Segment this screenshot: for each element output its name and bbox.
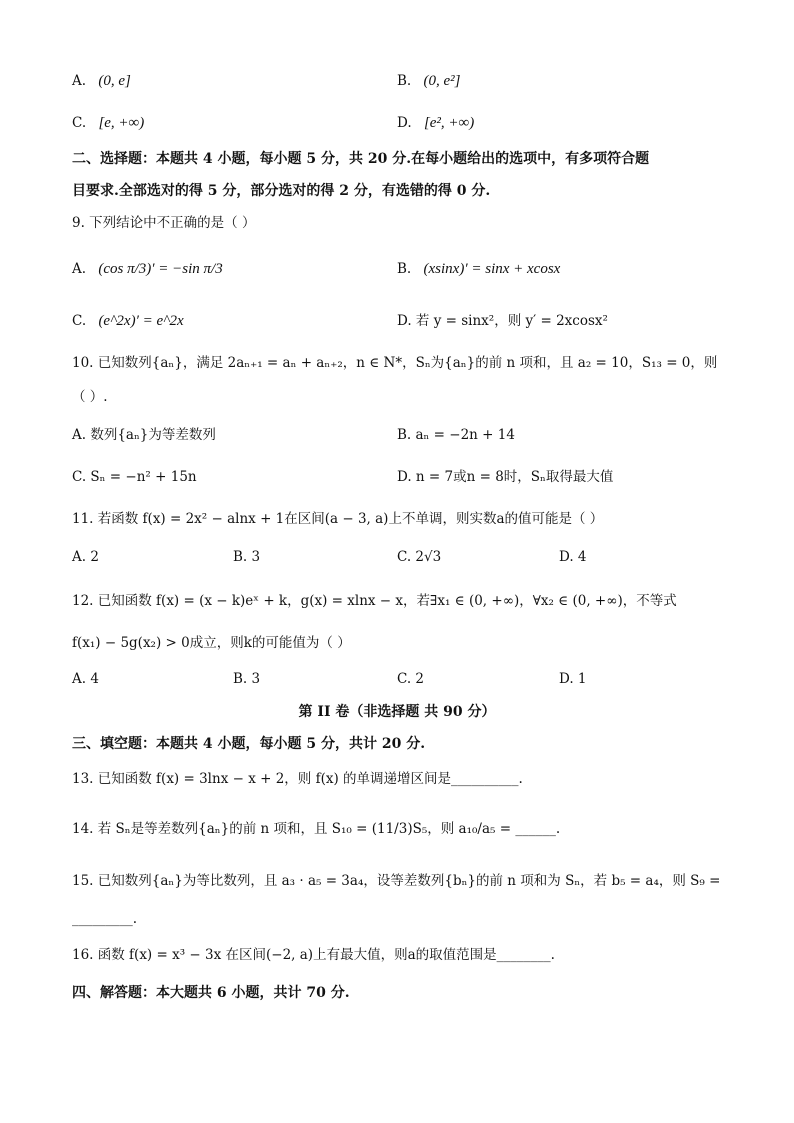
q12-stem: 12. 已知函数 f(x) = (x − k)eˣ + k，g(x) = xlnx − x，若∃x₁ ∈ (0, +∞)，∀x₂ ∈ (0, +∞)，不等式 [72, 593, 677, 609]
q8-option-a [72, 72, 131, 90]
option-letter: B. [397, 73, 412, 89]
q10-stem-2: （ ）. [72, 389, 108, 405]
part2-title: 第 II 卷（非选择题 共 90 分） [298, 704, 496, 720]
q10-option-b: B. aₙ = −2n + 14 [397, 427, 515, 443]
option-math: [e², +∞) [423, 115, 475, 131]
q12-stem-2: f(x₁) − 5g(x₂) > 0成立，则k的可能值为（ ） [72, 635, 351, 651]
q12-option-d: D. 1 [559, 671, 587, 687]
q9-option-d: D. 若 y = sinx²，则 y′ = 2xcosx² [397, 313, 608, 329]
q8-option-d [397, 114, 474, 132]
q8-option-c [72, 114, 144, 132]
q12-option-b: B. 3 [233, 671, 261, 687]
option-math: [e, +∞) [98, 115, 145, 131]
option-math: (cos π/3)′ = −sin π/3 [98, 261, 223, 277]
q8-option-b [397, 72, 461, 90]
q10-stem: 10. 已知数列{aₙ}，满足 2aₙ₊₁ = aₙ + aₙ₊₂，n ∈ N*，Sₙ为{aₙ}的前 n 项和，且 a₂ = 10，S₁₃ = 0，则 [72, 355, 718, 371]
q15-text-2: _________. [72, 911, 138, 927]
q11-stem: 11. 若函数 f(x) = 2x² − alnx + 1在区间(a − 3, a)上不单调，则实数a的值可能是（ ） [72, 511, 604, 527]
option-letter: A. [72, 73, 87, 89]
q9-option-a [72, 260, 223, 278]
option-letter: C. [72, 115, 87, 131]
q11-option-b: B. 3 [233, 549, 261, 565]
section2-line2: 目要求.全部选对的得 5 分，部分选对的得 2 分，有选错的得 0 分. [72, 183, 491, 199]
q11-option-d: D. 4 [559, 549, 587, 565]
q10-option-d: D. n = 7或n = 8时，Sₙ取得最大值 [397, 469, 614, 485]
option-math: (e^2x)′ = e^2x [98, 313, 184, 329]
q10-option-a: A. 数列{aₙ}为等差数列 [72, 427, 216, 443]
q11-option-a: A. 2 [72, 549, 99, 565]
option-math: (0, e] [98, 73, 131, 89]
option-math: (0, e²] [423, 73, 461, 89]
option-letter: D. [397, 115, 412, 131]
q15-text: 15. 已知数列{aₙ}为等比数列，且 a₃ · a₅ = 3a₄，设等差数列{bₙ}的前 n 项和为 Sₙ，若 b₅ = a₄，则 S₉ = [72, 873, 721, 889]
q10-option-c: C. Sₙ = −n² + 15n [72, 469, 197, 485]
q11-option-c: C. 2√3 [397, 549, 442, 565]
q9-option-b [397, 260, 560, 278]
q12-option-c: C. 2 [397, 671, 425, 687]
q14-text: 14. 若 Sₙ是等差数列{aₙ}的前 n 项和，且 S₁₀ = (11/3)S₅，则 a₁₀/a₅ = ______. [72, 821, 561, 837]
q12-option-a: A. 4 [72, 671, 99, 687]
section3-title: 三、填空题：本题共 4 小题，每小题 5 分，共计 20 分. [72, 736, 426, 752]
option-math: (xsinx)′ = sinx + xcosx [423, 261, 561, 277]
q9-stem: 9. 下列结论中不正确的是（ ） [72, 215, 256, 231]
option-letter: C. [72, 313, 87, 329]
option-letter: A. [72, 261, 87, 277]
q9-option-c [72, 312, 184, 330]
section4-title: 四、解答题：本大题共 6 小题，共计 70 分. [72, 985, 350, 1001]
q16-text: 16. 函数 f(x) = x³ − 3x 在区间(−2, a)上有最大值，则a的取值范围是________. [72, 947, 555, 963]
q13-text: 13. 已知函数 f(x) = 3lnx − x + 2，则 f(x) 的单调递增区间是__________. [72, 771, 523, 787]
option-letter: B. [397, 261, 412, 277]
section2-line1: 二、选择题：本题共 4 小题，每小题 5 分，共 20 分.在每小题给出的选项中，有多项符合题 [72, 151, 650, 167]
